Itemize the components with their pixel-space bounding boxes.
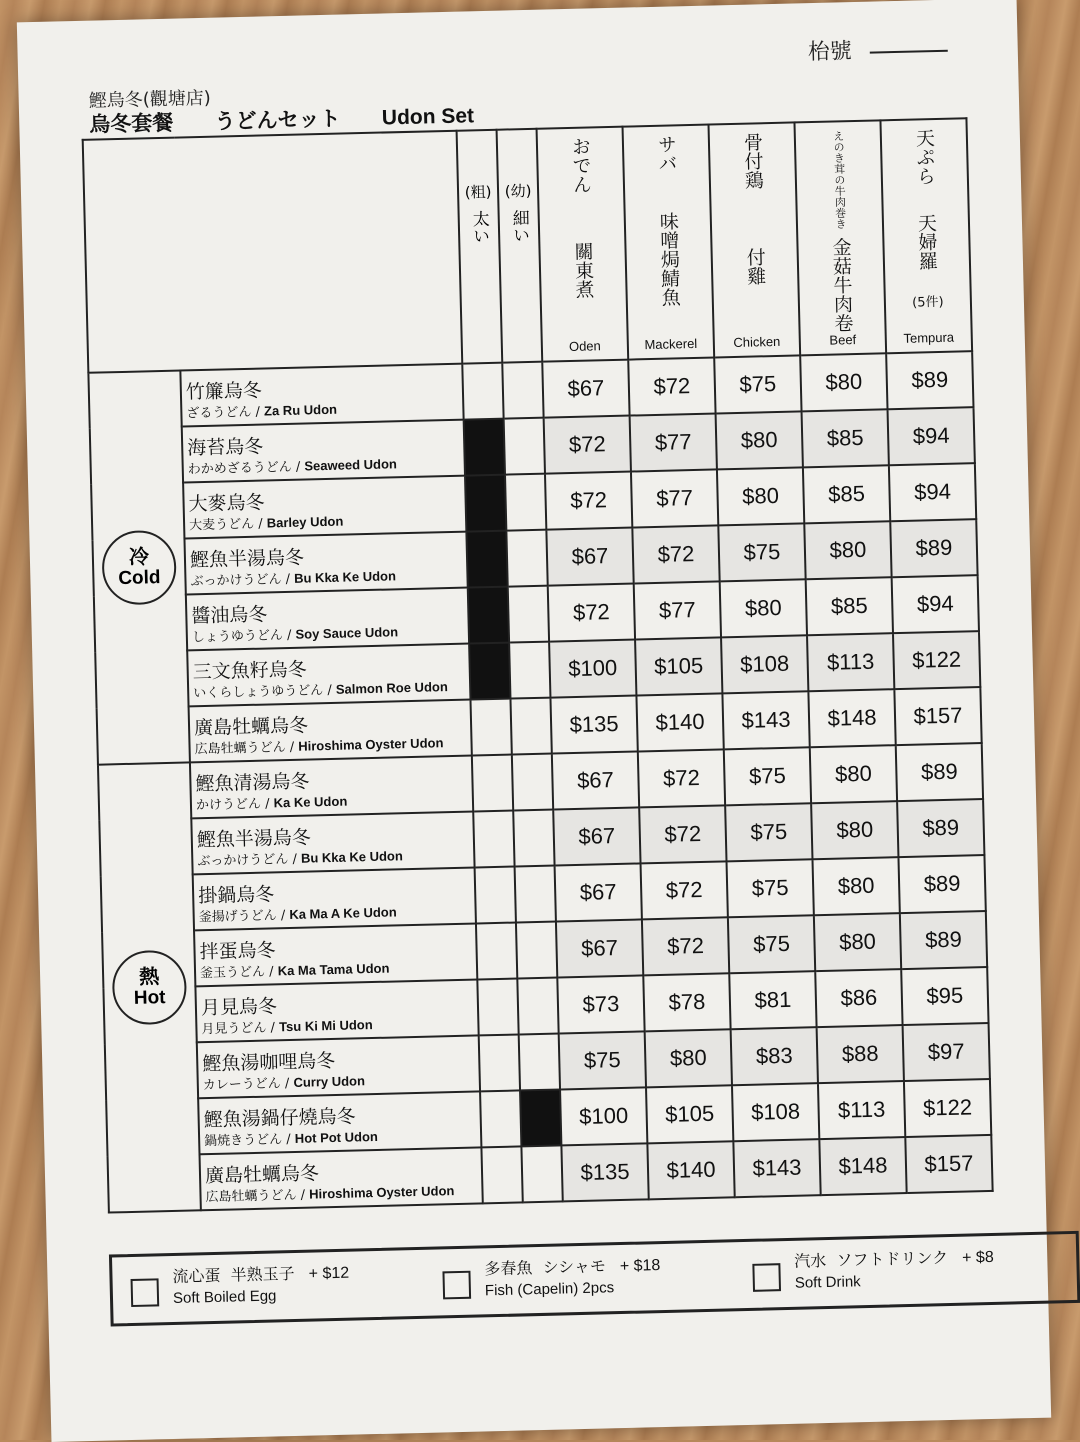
thin-noodle-checkbox[interactable]	[513, 810, 554, 867]
price-cell[interactable]: $67	[542, 360, 629, 418]
price-cell[interactable]: $85	[802, 409, 889, 467]
addon-checkbox[interactable]	[752, 1263, 781, 1292]
item-name: 醬油烏冬 しょうゆうどん / Soy Sauce Udon	[186, 588, 469, 651]
price-cell[interactable]: $108	[732, 1083, 819, 1141]
price-cell[interactable]: $157	[894, 687, 981, 745]
thick-noodle-checkbox[interactable]	[462, 363, 503, 420]
price-cell[interactable]: $122	[893, 631, 980, 689]
shop-name: 鰹烏冬(觀塘店)	[88, 84, 211, 113]
price-cell[interactable]: $95	[901, 967, 988, 1025]
thick-noodle-checkbox[interactable]	[472, 755, 513, 812]
price-cell[interactable]: $72	[639, 805, 726, 863]
thin-noodle-checkbox[interactable]	[515, 866, 556, 923]
thin-noodle-checkbox[interactable]	[516, 922, 557, 979]
price-cell[interactable]: $80	[810, 745, 897, 803]
price-cell[interactable]: $97	[903, 1023, 990, 1081]
price-cell[interactable]: $75	[728, 915, 815, 973]
price-cell[interactable]: $140	[647, 1141, 734, 1199]
thick-noodle-checkbox	[466, 531, 507, 588]
price-cell[interactable]: $94	[889, 463, 976, 521]
price-cell[interactable]: $67	[546, 528, 633, 586]
header-blank-cell	[83, 131, 463, 373]
item-name: 鰹魚湯鍋仔燒烏冬 鍋焼きうどん / Hot Pot Udon	[198, 1091, 481, 1154]
price-cell[interactable]: $67	[555, 863, 642, 921]
item-name: 拌蛋烏冬 釜玉うどん / Ka Ma Tama Udon	[194, 923, 477, 986]
addon-soft-boiled-egg[interactable]: 流心蛋 半熟玉子 + $12 Soft Boiled Egg	[130, 1258, 431, 1325]
price-cell[interactable]: $80	[811, 801, 898, 859]
price-cell[interactable]: $140	[636, 693, 723, 751]
price-cell[interactable]: $86	[815, 969, 902, 1027]
item-name: 廣島牡蠣烏冬 広島牡蠣うどん / Hiroshima Oyster Udon	[200, 1147, 483, 1210]
thick-noodle-checkbox	[464, 419, 505, 476]
item-name: 鰹魚半湯烏冬 ぶっかけうどん / Bu Kka Ke Udon	[191, 812, 474, 875]
title-en: Udon Set	[382, 104, 475, 129]
addon-checkbox[interactable]	[442, 1271, 471, 1300]
price-cell[interactable]: $80	[812, 857, 899, 915]
price-cell[interactable]: $77	[634, 581, 721, 639]
price-cell[interactable]: $148	[819, 1137, 906, 1195]
section-badge: 熱 Hot	[112, 950, 188, 1026]
item-name: 月見烏冬 月見うどん / Tsu Ki Mi Udon	[195, 979, 478, 1042]
price-cell[interactable]: $94	[892, 575, 979, 633]
item-name: 鰹魚湯咖哩烏冬 カレーうどん / Curry Udon	[197, 1035, 480, 1098]
section-cold	[88, 371, 190, 765]
thick-noodle-checkbox[interactable]	[476, 923, 517, 980]
thick-noodle-checkbox	[469, 643, 510, 700]
price-cell[interactable]: $89	[898, 855, 985, 913]
item-name: 海苔烏冬 わかめざるうどん / Seaweed Udon	[182, 420, 465, 483]
price-cell[interactable]: $75	[727, 859, 814, 917]
thick-noodle-checkbox[interactable]	[475, 867, 516, 924]
price-cell[interactable]: $72	[628, 357, 715, 415]
thick-noodle-checkbox[interactable]	[470, 699, 511, 756]
thin-noodle-checkbox[interactable]	[521, 1145, 562, 1202]
price-cell[interactable]: $67	[553, 807, 640, 865]
price-cell[interactable]: $72	[642, 917, 729, 975]
price-cell[interactable]: $89	[886, 351, 973, 409]
item-name: 掛鍋烏冬 釜揚げうどん / Ka Ma A Ke Udon	[193, 867, 476, 930]
item-name: 竹簾烏冬 ざるうどん / Za Ru Udon	[180, 364, 463, 427]
price-cell[interactable]: $80	[804, 521, 891, 579]
price-cell[interactable]: $89	[900, 911, 987, 969]
addon-capelin[interactable]: 多春魚 シシャモ + $18 Fish (Capelin) 2pcs	[442, 1250, 743, 1317]
thin-noodle-checkbox[interactable]	[512, 754, 553, 811]
item-name: 廣島牡蠣烏冬 広島牡蠣うどん / Hiroshima Oyster Udon	[189, 700, 472, 763]
thin-noodle-checkbox[interactable]	[517, 978, 558, 1035]
price-cell[interactable]: $135	[550, 695, 637, 753]
price-cell[interactable]: $72	[544, 416, 631, 474]
price-cell[interactable]: $77	[631, 469, 718, 527]
price-cell[interactable]: $72	[548, 584, 635, 642]
thin-noodle-checkbox[interactable]	[508, 586, 549, 643]
price-cell[interactable]: $105	[635, 637, 722, 695]
thick-noodle-checkbox	[465, 475, 506, 532]
price-cell[interactable]: $100	[549, 640, 636, 698]
price-cell[interactable]: $89	[896, 743, 983, 801]
price-cell[interactable]: $85	[806, 577, 893, 635]
noodle-column-thin: (幼) 細い	[497, 129, 543, 363]
price-cell[interactable]: $75	[714, 355, 801, 413]
addon-soft-drink[interactable]: 汽水 ソフトドリンク + $8 Soft Drink	[752, 1243, 1053, 1310]
thick-noodle-checkbox	[468, 587, 509, 644]
thick-noodle-checkbox[interactable]	[473, 811, 514, 868]
price-cell[interactable]: $157	[905, 1135, 992, 1193]
price-cell[interactable]: $85	[803, 465, 890, 523]
price-cell[interactable]: $135	[561, 1143, 648, 1201]
set-column-oden: おでん 關東煮 Oden	[537, 127, 629, 362]
thin-noodle-checkbox[interactable]	[510, 698, 551, 755]
addon-checkbox[interactable]	[131, 1278, 160, 1307]
addon-bar	[109, 1231, 1080, 1327]
price-cell[interactable]: $122	[904, 1079, 991, 1137]
price-cell[interactable]: $75	[725, 803, 812, 861]
price-cell[interactable]: $72	[632, 525, 719, 583]
section-badge: 冷 Cold	[101, 530, 177, 606]
price-cell[interactable]: $75	[718, 523, 805, 581]
thick-noodle-checkbox[interactable]	[477, 978, 518, 1035]
price-cell[interactable]: $105	[646, 1085, 733, 1143]
price-cell[interactable]: $81	[729, 971, 816, 1029]
noodle-column-thick: (粗) 太い	[457, 130, 503, 364]
price-cell[interactable]: $75	[559, 1031, 646, 1089]
title-ja: うどんセット	[214, 107, 341, 134]
price-cell[interactable]: $80	[716, 411, 803, 469]
price-cell[interactable]: $80	[814, 913, 901, 971]
price-cell[interactable]: $80	[717, 467, 804, 525]
price-cell[interactable]: $67	[556, 919, 643, 977]
set-column-chicken: 骨付鶏 付雞 Chicken	[709, 122, 801, 357]
price-cell[interactable]: $80	[800, 353, 887, 411]
item-name: 大麥烏冬 大麦うどん / Barley Udon	[183, 476, 466, 539]
price-cell[interactable]: $78	[643, 973, 730, 1031]
item-name: 鰹魚清湯烏冬 かけうどん / Ka Ke Udon	[190, 756, 473, 819]
order-sheet	[17, 0, 1051, 1442]
price-cell[interactable]: $148	[808, 689, 895, 747]
price-cell[interactable]: $143	[722, 691, 809, 749]
table-number-blank[interactable]	[870, 48, 948, 54]
thin-noodle-checkbox[interactable]	[505, 474, 546, 531]
set-column-beef: えのき茸の牛肉巻き 金菇牛肉卷 Beef	[794, 120, 886, 355]
price-cell[interactable]: $80	[720, 579, 807, 637]
price-cell[interactable]: $100	[560, 1087, 647, 1145]
thick-noodle-checkbox[interactable]	[479, 1034, 520, 1091]
thick-noodle-checkbox[interactable]	[480, 1090, 521, 1147]
thick-noodle-checkbox[interactable]	[481, 1146, 522, 1203]
price-cell[interactable]: $89	[890, 519, 977, 577]
section-hot	[98, 762, 201, 1212]
price-cell[interactable]: $89	[897, 799, 984, 857]
price-cell[interactable]: $108	[721, 635, 808, 693]
price-cell[interactable]: $83	[731, 1027, 818, 1085]
price-cell[interactable]: $143	[733, 1139, 820, 1197]
price-cell[interactable]: $72	[638, 749, 725, 807]
thin-noodle-checkbox[interactable]	[506, 530, 547, 587]
thin-noodle-checkbox[interactable]	[502, 362, 543, 419]
price-cell[interactable]: $67	[552, 751, 639, 809]
price-cell[interactable]: $80	[645, 1029, 732, 1087]
price-cell[interactable]: $72	[641, 861, 728, 919]
price-cell[interactable]: $113	[818, 1081, 905, 1139]
price-cell[interactable]: $72	[545, 472, 632, 530]
thin-noodle-checkbox[interactable]	[509, 642, 550, 699]
price-cell[interactable]: $94	[888, 407, 975, 465]
table-header-row	[83, 118, 972, 373]
thin-noodle-checkbox[interactable]	[504, 418, 545, 475]
table-number-label: 枱號	[807, 39, 852, 65]
price-cell[interactable]: $88	[817, 1025, 904, 1083]
item-name: 三文魚籽烏冬 いくらしょうゆうどん / Salmon Roe Udon	[187, 644, 470, 707]
udon-set-table	[82, 117, 994, 1213]
price-cell[interactable]: $113	[807, 633, 894, 691]
set-column-tempura: 天ぷら 天婦羅 (5件) Tempura	[880, 118, 972, 353]
thin-noodle-checkbox[interactable]	[519, 1033, 560, 1090]
table-number-field[interactable]	[807, 32, 948, 66]
price-cell[interactable]: $75	[724, 747, 811, 805]
set-column-mackerel: サバ 味噌焗鯖魚 Mackerel	[623, 125, 715, 360]
price-cell[interactable]: $73	[557, 975, 644, 1033]
title-zh: 烏冬套餐	[89, 111, 174, 137]
item-name: 鰹魚半湯烏冬 ぶっかけうどん / Bu Kka Ke Udon	[184, 532, 467, 595]
price-cell[interactable]: $77	[630, 413, 717, 471]
thin-noodle-checkbox	[520, 1089, 561, 1146]
